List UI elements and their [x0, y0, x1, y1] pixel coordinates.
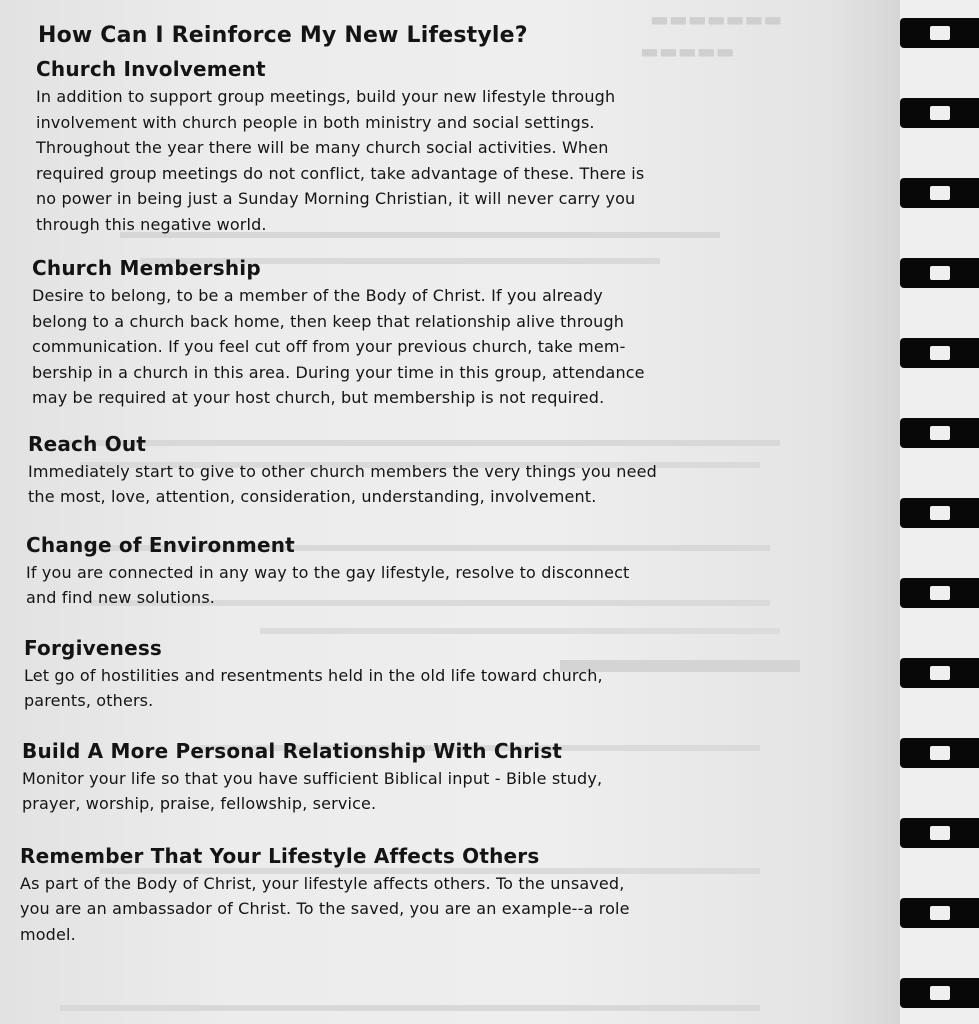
body-line: Let go of hostilities and resentments held in the old life toward church, — [24, 665, 603, 685]
binding-coil — [900, 898, 979, 928]
body-line: model. — [20, 924, 76, 944]
body-line: communication. If you feel cut off from your previous church, take mem- — [32, 337, 626, 356]
spiral-binding — [900, 0, 979, 1024]
body-line: As part of the Body of Christ, your lifestyle affects others. To the unsaved, — [20, 873, 625, 893]
body-line: prayer, worship, praise, fellowship, service. — [22, 794, 377, 813]
binding-coil — [900, 178, 979, 208]
body-line: may be required at your host church, but membership is not required. — [32, 388, 605, 407]
binding-coil — [900, 258, 979, 288]
section-heading: Build A More Personal Relationship With Christ — [22, 738, 563, 763]
binding-coil — [900, 658, 979, 688]
body-line: through this negative world. — [36, 214, 267, 234]
section-heading: Church Membership — [32, 256, 261, 280]
document-content — [22, 18, 807, 947]
section-forgiveness — [22, 633, 807, 714]
body-line: Monitor your life so that you have sufficient Biblical input - Bible study, — [22, 768, 603, 788]
binding-coil — [900, 18, 979, 48]
body-line: no power in being just a Sunday Morning Christian, it will never carry you — [36, 189, 636, 208]
section-heading: Change of Environment — [26, 532, 295, 557]
section-change-of-environment — [22, 530, 807, 611]
section-heading: Church Involvement — [36, 57, 266, 81]
body-line: In addition to support group meetings, build your new lifestyle through — [36, 87, 616, 106]
section-heading: Forgiveness — [24, 635, 163, 660]
body-line: Immediately start to give to other church members the very things you need — [28, 461, 657, 481]
section-body — [24, 663, 807, 714]
section-church-involvement — [22, 54, 807, 237]
section-heading: Reach Out — [28, 431, 147, 456]
binding-coil — [900, 418, 979, 448]
body-line: Throughout the year there will be many church social activities. When — [36, 138, 609, 157]
body-line: parents, others. — [24, 691, 154, 710]
body-line: the most, love, attention, consideration, understanding, involvement. — [28, 487, 597, 506]
section-body — [26, 560, 807, 611]
body-line: bership in a church in this area. During your time in this group, attendance — [32, 362, 645, 382]
section-church-membership — [22, 253, 807, 411]
section-body — [28, 459, 807, 510]
body-line: required group meetings do not conflict, take advantage of these. There is — [36, 163, 645, 183]
body-line: If you are connected in any way to the gay lifestyle, resolve to disconnect — [26, 562, 630, 582]
binding-coil — [900, 98, 979, 128]
binding-coil — [900, 578, 979, 608]
binding-coil — [900, 978, 979, 1008]
body-line: involvement with church people in both ministry and social settings. — [36, 112, 595, 132]
section-lifestyle-affects-others — [20, 841, 807, 948]
page-title: How Can I Reinforce My New Lifestyle? — [38, 23, 528, 48]
section-body — [36, 84, 807, 237]
binding-coil — [900, 818, 979, 848]
binding-coil — [900, 738, 979, 768]
body-line: you are an ambassador of Christ. To the saved, you are an example--a role — [20, 899, 630, 918]
binding-coil — [900, 338, 979, 368]
body-line: Desire to belong, to be a member of the Body of Christ. If you already — [32, 286, 603, 305]
body-line: belong to a church back home, then keep that relationship alive through — [32, 311, 625, 331]
document-page: ▬▬▬▬▬▬▬ ▬▬▬▬▬ How Can I Reinforce My New Lifestyle? Church Involvement In addition to support group meetings, build your new lifestyle through involvement with church people in both ministry and social settings. Throughout the year there will be many church social activities. When required group meetings do not conflict, take advantage of these. There is no power in being just a Sunday Morning Christian, it will never carry you through this negative world. Church Membership Desire to belong, to be a member of the Body of Christ. If you already belong to a church back home, then keep that relationship alive through communication. If you feel cut off from your previous church, take mem- bership in a church in this area. During your time in this group, attendance may be required at your host church, but membership is not required. Reach Out Immediately start to give to other church members the very things you need the most, love, attention, consideration, understanding, involvement. Change of Environment If you are connected in any way to the gay lifestyle, resolve to disconnect and find new solutions. Forgiveness Let go of hostilities and resentments held in the old life toward church, parents, others. Build A More Personal Relationship With Christ Monitor your life so that you have sufficient Biblical input - Bible study, prayer, worship, praise, fellowship, service. Remember That Your Lifestyle Affects Others As part of the Body of Christ, your lifestyle affects others. To the unsaved, you are an ambassador of Christ. To the saved, you are an example--a role model. — [0, 0, 920, 1024]
section-body — [32, 283, 807, 411]
section-body — [22, 766, 807, 817]
section-body — [20, 871, 807, 948]
section-reach-out — [22, 429, 807, 510]
section-heading: Remember That Your Lifestyle Affects Others — [20, 843, 540, 868]
body-line: and find new solutions. — [26, 588, 216, 607]
section-personal-relationship — [22, 736, 807, 817]
binding-coil — [900, 498, 979, 528]
